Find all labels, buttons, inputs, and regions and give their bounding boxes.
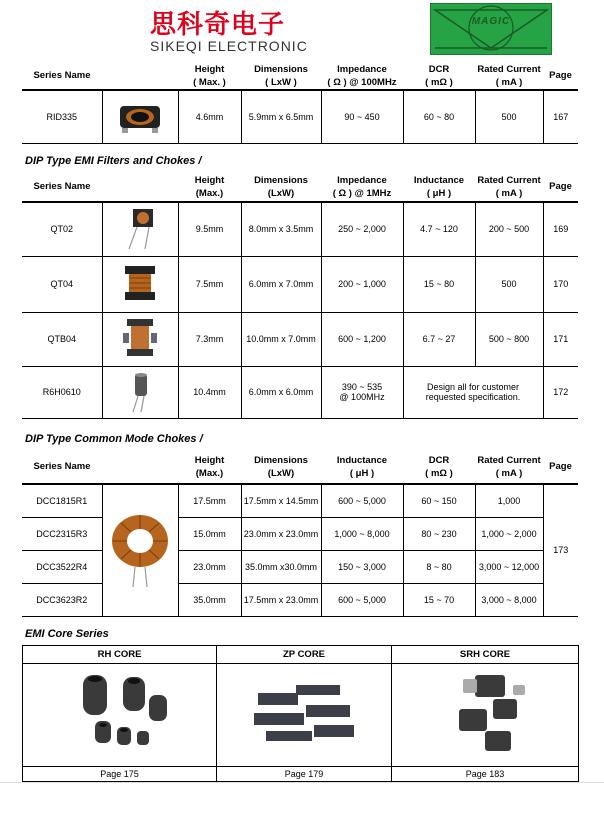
srh-core-image bbox=[392, 664, 579, 767]
dcr-value: 60 ~ 80 bbox=[403, 90, 475, 143]
section-title-dip-emi: DIP Type EMI Filters and Chokes / bbox=[25, 155, 202, 167]
series-name: DCC3522R4 bbox=[22, 550, 102, 583]
dimensions-value: 8.0mm x 3.5mm bbox=[241, 202, 321, 256]
series-name: DCC2315R3 bbox=[22, 517, 102, 550]
rated-current-value: 3,000 ~ 12,000 bbox=[475, 550, 543, 583]
inductance-value: 1,000 ~ 8,000 bbox=[321, 517, 403, 550]
dimensions-value: 5.9mm x 6.5mm bbox=[241, 90, 321, 143]
rated-current-value: 200 ~ 500 bbox=[475, 202, 543, 256]
dcr-value: 15 ~ 70 bbox=[403, 583, 475, 616]
page-value: 171 bbox=[543, 312, 578, 366]
table-row bbox=[22, 366, 578, 418]
page-value: 172 bbox=[543, 366, 578, 418]
core-page-rh: Page 175 bbox=[23, 767, 217, 782]
col-header-series: Series Name bbox=[22, 172, 102, 202]
dip-choke-qt04-icon bbox=[115, 260, 165, 306]
height-value: 23.0mm bbox=[178, 550, 241, 583]
col-header-series: Series Name bbox=[22, 62, 102, 90]
col-header-height: Height (Max.) bbox=[178, 450, 241, 484]
dimensions-value: 23.0mm x 23.0mm bbox=[241, 517, 321, 550]
page-value: 167 bbox=[543, 90, 578, 143]
page-header bbox=[0, 0, 604, 62]
inductance-value: 150 ~ 3,000 bbox=[321, 550, 403, 583]
core-page-srh: Page 183 bbox=[392, 767, 579, 782]
series-name: QTB04 bbox=[22, 312, 102, 366]
table-row bbox=[22, 256, 578, 312]
component-image bbox=[102, 90, 178, 143]
component-image bbox=[102, 312, 178, 366]
dip-choke-r6h0610-icon bbox=[115, 368, 165, 414]
col-header-dcr: DCR ( mΩ ) bbox=[403, 450, 475, 484]
height-value: 9.5mm bbox=[178, 202, 241, 256]
page-value: 173 bbox=[543, 484, 578, 616]
smd-inductor-icon bbox=[112, 96, 168, 136]
rated-current-value: 500 ~ 800 bbox=[475, 312, 543, 366]
section-title-dip-common-mode: DIP Type Common Mode Chokes / bbox=[25, 433, 203, 445]
col-header-dimensions: Dimensions (LxW) bbox=[241, 172, 321, 202]
series-name: RID335 bbox=[22, 90, 102, 143]
dip-common-mode-table bbox=[22, 450, 578, 617]
series-name: QT04 bbox=[22, 256, 102, 312]
height-value: 17.5mm bbox=[178, 484, 241, 517]
component-image bbox=[102, 202, 178, 256]
height-value: 35.0mm bbox=[178, 583, 241, 616]
height-value: 7.3mm bbox=[178, 312, 241, 366]
series-name: DCC1815R1 bbox=[22, 484, 102, 517]
page-value: 169 bbox=[543, 202, 578, 256]
dimensions-value: 35.0mm x30.0mm bbox=[241, 550, 321, 583]
dip-choke-qtb04-icon bbox=[115, 315, 165, 361]
core-name-rh: RH CORE bbox=[23, 646, 217, 664]
bottom-divider bbox=[0, 782, 604, 783]
dimensions-value: 17.5mm x 14.5mm bbox=[241, 484, 321, 517]
series-name: DCC3623R2 bbox=[22, 583, 102, 616]
col-header-inductance: Inductance ( μH ) bbox=[403, 172, 475, 202]
impedance-value: 90 ~ 450 bbox=[321, 90, 403, 143]
col-header-dimensions: Dimensions (LxW) bbox=[241, 450, 321, 484]
col-header-page: Page bbox=[543, 172, 578, 202]
magic-logo bbox=[430, 3, 552, 55]
table-row bbox=[22, 484, 578, 517]
series-name: R6H0610 bbox=[22, 366, 102, 418]
logo-emblem-icon bbox=[431, 4, 551, 54]
rated-current-value: 1,000 ~ 2,000 bbox=[475, 517, 543, 550]
col-header-dimensions: Dimensions ( LxW ) bbox=[241, 62, 321, 90]
col-header-impedance: Impedance ( Ω ) @ 1MHz bbox=[321, 172, 403, 202]
col-header-rated-current: Rated Current ( mA ) bbox=[475, 172, 543, 202]
rated-current-value: 3,000 ~ 8,000 bbox=[475, 583, 543, 616]
emi-core-table bbox=[22, 645, 579, 782]
col-header-height: Height (Max.) bbox=[178, 172, 241, 202]
col-header-dcr: DCR ( mΩ ) bbox=[403, 62, 475, 90]
brand-english-name: SIKEQI ELECTRONIC bbox=[150, 38, 308, 54]
core-page-zp: Page 179 bbox=[217, 767, 392, 782]
table-row bbox=[22, 202, 578, 256]
toroidal-choke-icon bbox=[107, 509, 173, 589]
rated-current-value: 500 bbox=[475, 256, 543, 312]
core-name-zp: ZP CORE bbox=[217, 646, 392, 664]
impedance-value: 200 ~ 1,000 bbox=[321, 256, 403, 312]
impedance-value: 250 ~ 2,000 bbox=[321, 202, 403, 256]
inductance-value: 6.7 ~ 27 bbox=[403, 312, 475, 366]
inductance-value: 4.7 ~ 120 bbox=[403, 202, 475, 256]
inductance-value: 600 ~ 5,000 bbox=[321, 484, 403, 517]
col-header-height: Height ( Max. ) bbox=[178, 62, 241, 90]
dip-choke-qt02-icon bbox=[115, 205, 165, 251]
height-value: 10.4mm bbox=[178, 366, 241, 418]
rh-core-image bbox=[23, 664, 217, 767]
height-value: 7.5mm bbox=[178, 256, 241, 312]
dimensions-value: 6.0mm x 6.0mm bbox=[241, 366, 321, 418]
rid-series-table bbox=[22, 62, 578, 144]
dimensions-value: 17.5mm x 23.0mm bbox=[241, 583, 321, 616]
dcr-value: 80 ~ 230 bbox=[403, 517, 475, 550]
dip-emi-table bbox=[22, 172, 578, 419]
component-image bbox=[102, 484, 178, 616]
dimensions-value: 6.0mm x 7.0mm bbox=[241, 256, 321, 312]
impedance-value: 390 ~ 535 @ 100MHz bbox=[321, 366, 403, 418]
rated-current-value: 500 bbox=[475, 90, 543, 143]
srh-core-icon bbox=[435, 669, 535, 759]
height-value: 15.0mm bbox=[178, 517, 241, 550]
brand-chinese-name: 思科奇电子 bbox=[150, 10, 286, 40]
custom-design-note: Design all for customer requested specification. bbox=[403, 366, 543, 418]
height-value: 4.6mm bbox=[178, 90, 241, 143]
dcr-value: 8 ~ 80 bbox=[403, 550, 475, 583]
col-header-page: Page bbox=[543, 62, 578, 90]
section-title-emi-core: EMI Core Series bbox=[25, 628, 109, 640]
col-header-series: Series Name bbox=[22, 450, 102, 484]
rh-core-icon bbox=[65, 669, 175, 759]
page-value: 170 bbox=[543, 256, 578, 312]
col-header-inductance: Inductance ( μH ) bbox=[321, 450, 403, 484]
inductance-value: 15 ~ 80 bbox=[403, 256, 475, 312]
impedance-value: 600 ~ 1,200 bbox=[321, 312, 403, 366]
rated-current-value: 1,000 bbox=[475, 484, 543, 517]
logo-text: MAGIC bbox=[471, 16, 511, 27]
dcr-value: 60 ~ 150 bbox=[403, 484, 475, 517]
series-name: QT02 bbox=[22, 202, 102, 256]
dimensions-value: 10.0mm x 7.0mm bbox=[241, 312, 321, 366]
inductance-value: 600 ~ 5,000 bbox=[321, 583, 403, 616]
col-header-impedance: Impedance ( Ω ) @ 100MHz bbox=[321, 62, 403, 90]
col-header-rated-current: Rated Current ( mA ) bbox=[475, 450, 543, 484]
zp-core-icon bbox=[244, 679, 364, 749]
zp-core-image bbox=[217, 664, 392, 767]
core-name-srh: SRH CORE bbox=[392, 646, 579, 664]
table-row bbox=[22, 312, 578, 366]
col-header-page: Page bbox=[543, 450, 578, 484]
component-image bbox=[102, 256, 178, 312]
table-row bbox=[22, 90, 578, 143]
component-image bbox=[102, 366, 178, 418]
col-header-rated-current: Rated Current ( mA ) bbox=[475, 62, 543, 90]
